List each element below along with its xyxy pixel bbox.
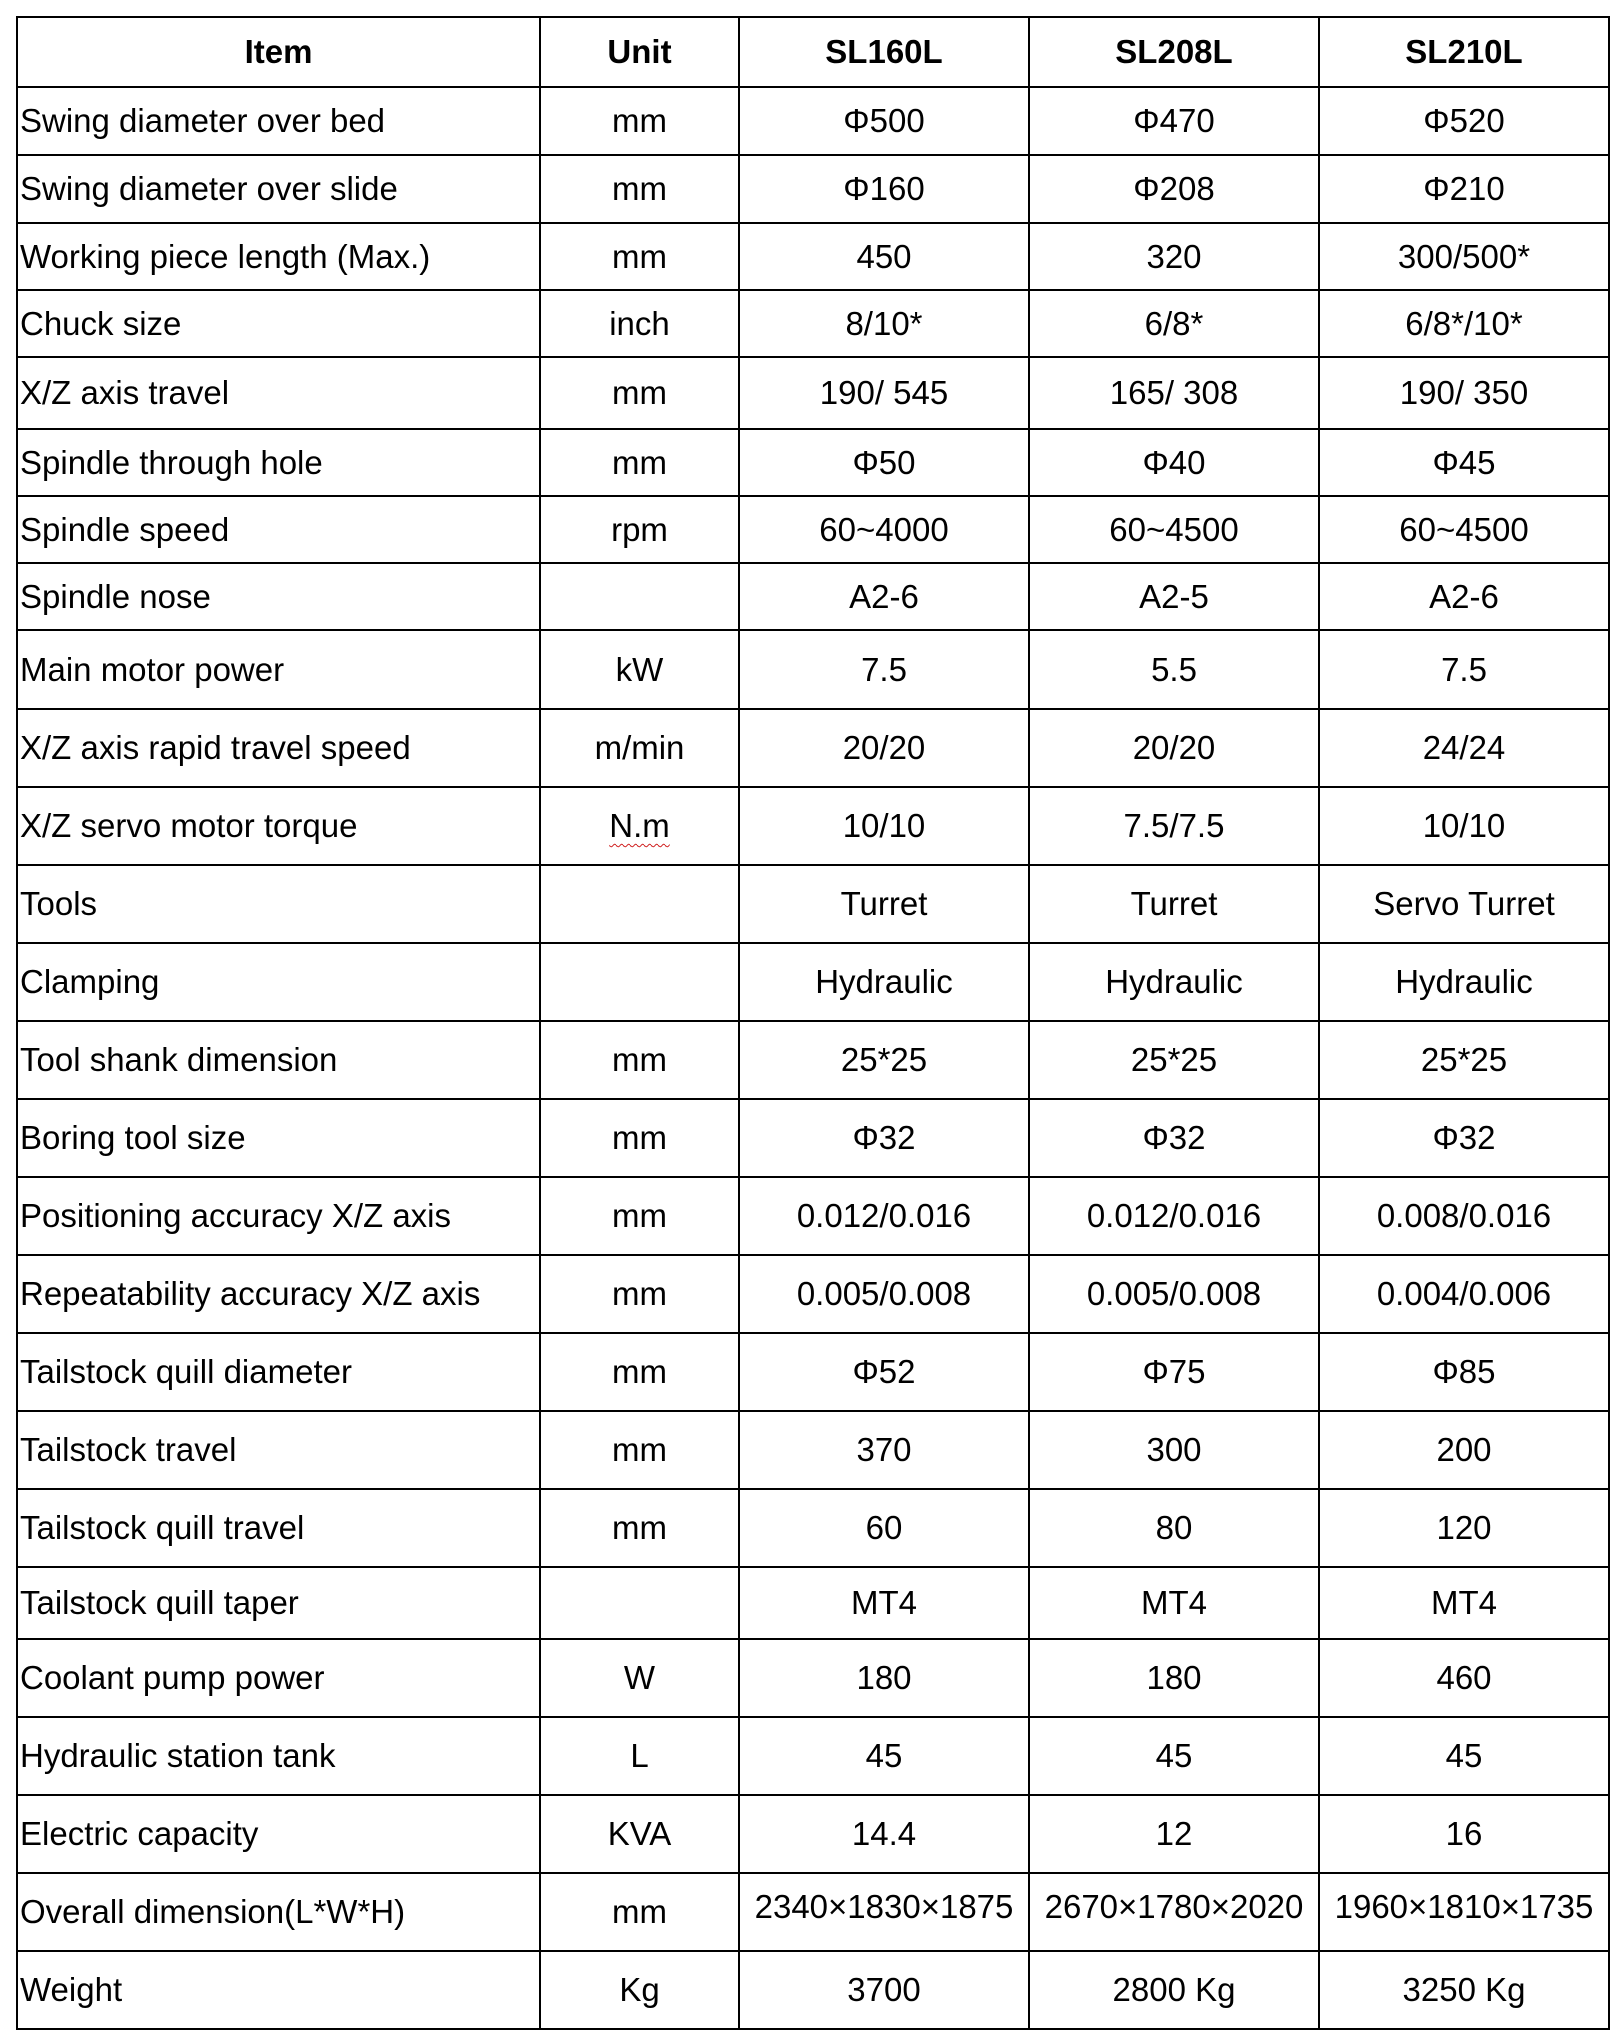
row-unit: [540, 865, 739, 943]
row-item-label: X/Z axis travel: [17, 357, 540, 429]
row-unit: inch: [540, 290, 739, 357]
row-unit: W: [540, 1639, 739, 1717]
row-value-model-2: 80: [1029, 1489, 1319, 1567]
row-unit: [540, 943, 739, 1021]
table-row: [17, 1099, 1609, 1177]
row-item-label: Working piece length (Max.): [17, 223, 540, 290]
row-value-model-2: 2800 Kg: [1029, 1951, 1319, 2029]
table-row: [17, 1255, 1609, 1333]
row-value-model-3: 16: [1319, 1795, 1609, 1873]
spec-table: [16, 16, 1610, 2030]
row-value-model-1: 25*25: [739, 1021, 1029, 1099]
row-value-model-1: 0.005/0.008: [739, 1255, 1029, 1333]
row-value-model-2: 45: [1029, 1717, 1319, 1795]
table-row: [17, 290, 1609, 357]
row-value-model-3: 300/500*: [1319, 223, 1609, 290]
row-value-model-2: 5.5: [1029, 630, 1319, 709]
table-row: [17, 155, 1609, 223]
row-value-model-3: Φ85: [1319, 1333, 1609, 1411]
row-value-model-2: Φ40: [1029, 429, 1319, 496]
table-row: [17, 787, 1609, 865]
row-value-model-1: Φ32: [739, 1099, 1029, 1177]
row-value-model-1: 14.4: [739, 1795, 1029, 1873]
row-value-model-3: Φ520: [1319, 87, 1609, 155]
row-unit-text: N.m: [609, 807, 670, 844]
row-value-model-1: 7.5: [739, 630, 1029, 709]
row-value-model-3: 190/ 350: [1319, 357, 1609, 429]
row-value-model-1: 0.012/0.016: [739, 1177, 1029, 1255]
row-unit: kW: [540, 630, 739, 709]
header-unit: Unit: [540, 17, 739, 87]
row-item-label: Electric capacity: [17, 1795, 540, 1873]
row-item-label: Tailstock travel: [17, 1411, 540, 1489]
table-row: [17, 1489, 1609, 1567]
row-unit: mm: [540, 87, 739, 155]
row-value-model-2: 300: [1029, 1411, 1319, 1489]
header-model-1: SL160L: [739, 17, 1029, 87]
row-item-label: Swing diameter over bed: [17, 87, 540, 155]
row-unit: mm: [540, 357, 739, 429]
row-value-model-3: 0.004/0.006: [1319, 1255, 1609, 1333]
row-value-model-2: Φ32: [1029, 1099, 1319, 1177]
row-unit: Kg: [540, 1951, 739, 2029]
row-value-model-1: 45: [739, 1717, 1029, 1795]
row-value-model-3: Φ45: [1319, 429, 1609, 496]
table-row: [17, 1717, 1609, 1795]
row-value-model-3: 10/10: [1319, 787, 1609, 865]
header-row: [17, 17, 1609, 87]
row-value-model-2: 320: [1029, 223, 1319, 290]
row-value-model-1: 450: [739, 223, 1029, 290]
spec-sheet: [16, 16, 1608, 2030]
row-unit: mm: [540, 1177, 739, 1255]
row-unit: rpm: [540, 496, 739, 563]
row-unit: mm: [540, 1489, 739, 1567]
row-value-model-2: 60~4500: [1029, 496, 1319, 563]
row-value-model-1: Φ50: [739, 429, 1029, 496]
row-value-model-1: Φ500: [739, 87, 1029, 155]
row-value-model-2: Turret: [1029, 865, 1319, 943]
row-value-model-2: Φ208: [1029, 155, 1319, 223]
table-row: [17, 429, 1609, 496]
header-model-3: SL210L: [1319, 17, 1609, 87]
row-value-model-1: Φ160: [739, 155, 1029, 223]
row-unit: mm: [540, 223, 739, 290]
row-value-model-1: MT4: [739, 1567, 1029, 1639]
row-item-label: Spindle speed: [17, 496, 540, 563]
table-row: [17, 943, 1609, 1021]
table-row: [17, 1021, 1609, 1099]
table-row: [17, 630, 1609, 709]
row-value-model-1: A2-6: [739, 563, 1029, 630]
row-unit: mm: [540, 429, 739, 496]
table-row: [17, 1951, 1609, 2029]
row-unit: mm: [540, 1333, 739, 1411]
row-unit: [540, 563, 739, 630]
row-item-label: Swing diameter over slide: [17, 155, 540, 223]
row-value-model-3: 460: [1319, 1639, 1609, 1717]
row-item-label: Weight: [17, 1951, 540, 2029]
row-value-model-3: A2-6: [1319, 563, 1609, 630]
table-row: [17, 1177, 1609, 1255]
table-row: [17, 1639, 1609, 1717]
row-item-label: Spindle through hole: [17, 429, 540, 496]
row-item-label: Tool shank dimension: [17, 1021, 540, 1099]
table-row: [17, 357, 1609, 429]
row-value-model-3: 7.5: [1319, 630, 1609, 709]
table-row: [17, 1333, 1609, 1411]
header-item: Item: [17, 17, 540, 87]
table-row: [17, 563, 1609, 630]
row-item-label: Positioning accuracy X/Z axis: [17, 1177, 540, 1255]
row-value-model-3: 25*25: [1319, 1021, 1609, 1099]
row-item-label: Clamping: [17, 943, 540, 1021]
row-unit: m/min: [540, 709, 739, 787]
row-unit: mm: [540, 1873, 739, 1951]
row-item-label: Tools: [17, 865, 540, 943]
row-value-model-3: Φ32: [1319, 1099, 1609, 1177]
row-item-label: Repeatability accuracy X/Z axis: [17, 1255, 540, 1333]
row-value-model-2: A2-5: [1029, 563, 1319, 630]
row-value-model-2: Hydraulic: [1029, 943, 1319, 1021]
row-value-model-1: 20/20: [739, 709, 1029, 787]
row-value-model-2: 0.012/0.016: [1029, 1177, 1319, 1255]
row-value-model-3: 45: [1319, 1717, 1609, 1795]
row-value-model-2: 0.005/0.008: [1029, 1255, 1319, 1333]
row-item-label: Chuck size: [17, 290, 540, 357]
row-value-model-2: Φ75: [1029, 1333, 1319, 1411]
row-value-model-2: 2670×1780×2020: [1029, 1873, 1319, 1951]
row-unit: KVA: [540, 1795, 739, 1873]
row-item-label: X/Z axis rapid travel speed: [17, 709, 540, 787]
row-value-model-1: Φ52: [739, 1333, 1029, 1411]
row-item-label: Coolant pump power: [17, 1639, 540, 1717]
row-value-model-2: 25*25: [1029, 1021, 1319, 1099]
row-value-model-3: Servo Turret: [1319, 865, 1609, 943]
row-item-label: Main motor power: [17, 630, 540, 709]
row-value-model-1: 370: [739, 1411, 1029, 1489]
row-value-model-2: 180: [1029, 1639, 1319, 1717]
row-value-model-1: 3700: [739, 1951, 1029, 2029]
row-value-model-1: 60~4000: [739, 496, 1029, 563]
row-item-label: Tailstock quill travel: [17, 1489, 540, 1567]
row-unit: mm: [540, 1255, 739, 1333]
row-value-model-3: MT4: [1319, 1567, 1609, 1639]
row-value-model-2: 12: [1029, 1795, 1319, 1873]
row-value-model-3: 1960×1810×1735: [1319, 1873, 1609, 1951]
table-row: [17, 865, 1609, 943]
row-item-label: Boring tool size: [17, 1099, 540, 1177]
row-value-model-1: Turret: [739, 865, 1029, 943]
row-value-model-1: 10/10: [739, 787, 1029, 865]
row-value-model-3: Hydraulic: [1319, 943, 1609, 1021]
row-value-model-1: 190/ 545: [739, 357, 1029, 429]
row-item-label: Tailstock quill taper: [17, 1567, 540, 1639]
row-value-model-3: 3250 Kg: [1319, 1951, 1609, 2029]
row-unit: L: [540, 1717, 739, 1795]
row-value-model-2: MT4: [1029, 1567, 1319, 1639]
row-unit: [540, 787, 739, 865]
row-value-model-2: Φ470: [1029, 87, 1319, 155]
table-row: [17, 1873, 1609, 1951]
row-value-model-1: Hydraulic: [739, 943, 1029, 1021]
header-model-2: SL208L: [1029, 17, 1319, 87]
row-value-model-3: 24/24: [1319, 709, 1609, 787]
row-value-model-3: Φ210: [1319, 155, 1609, 223]
row-value-model-3: 0.008/0.016: [1319, 1177, 1609, 1255]
row-unit: mm: [540, 1411, 739, 1489]
spec-body: [17, 87, 1609, 2029]
row-item-label: Spindle nose: [17, 563, 540, 630]
table-row: [17, 1567, 1609, 1639]
table-row: [17, 223, 1609, 290]
row-value-model-3: 6/8*/10*: [1319, 290, 1609, 357]
row-item-label: Overall dimension(L*W*H): [17, 1873, 540, 1951]
row-value-model-3: 60~4500: [1319, 496, 1609, 563]
row-value-model-1: 60: [739, 1489, 1029, 1567]
table-row: [17, 1411, 1609, 1489]
row-value-model-1: 180: [739, 1639, 1029, 1717]
row-value-model-2: 6/8*: [1029, 290, 1319, 357]
table-row: [17, 709, 1609, 787]
row-item-label: Tailstock quill diameter: [17, 1333, 540, 1411]
row-unit: mm: [540, 1099, 739, 1177]
row-unit: [540, 1567, 739, 1639]
row-value-model-1: 8/10*: [739, 290, 1029, 357]
row-item-label: Hydraulic station tank: [17, 1717, 540, 1795]
table-row: [17, 496, 1609, 563]
table-row: [17, 87, 1609, 155]
row-unit: mm: [540, 1021, 739, 1099]
row-value-model-3: 200: [1319, 1411, 1609, 1489]
row-item-label: X/Z servo motor torque: [17, 787, 540, 865]
row-value-model-2: 165/ 308: [1029, 357, 1319, 429]
row-unit: mm: [540, 155, 739, 223]
row-value-model-3: 120: [1319, 1489, 1609, 1567]
row-value-model-1: 2340×1830×1875: [739, 1873, 1029, 1951]
row-value-model-2: 7.5/7.5: [1029, 787, 1319, 865]
row-value-model-2: 20/20: [1029, 709, 1319, 787]
table-row: [17, 1795, 1609, 1873]
